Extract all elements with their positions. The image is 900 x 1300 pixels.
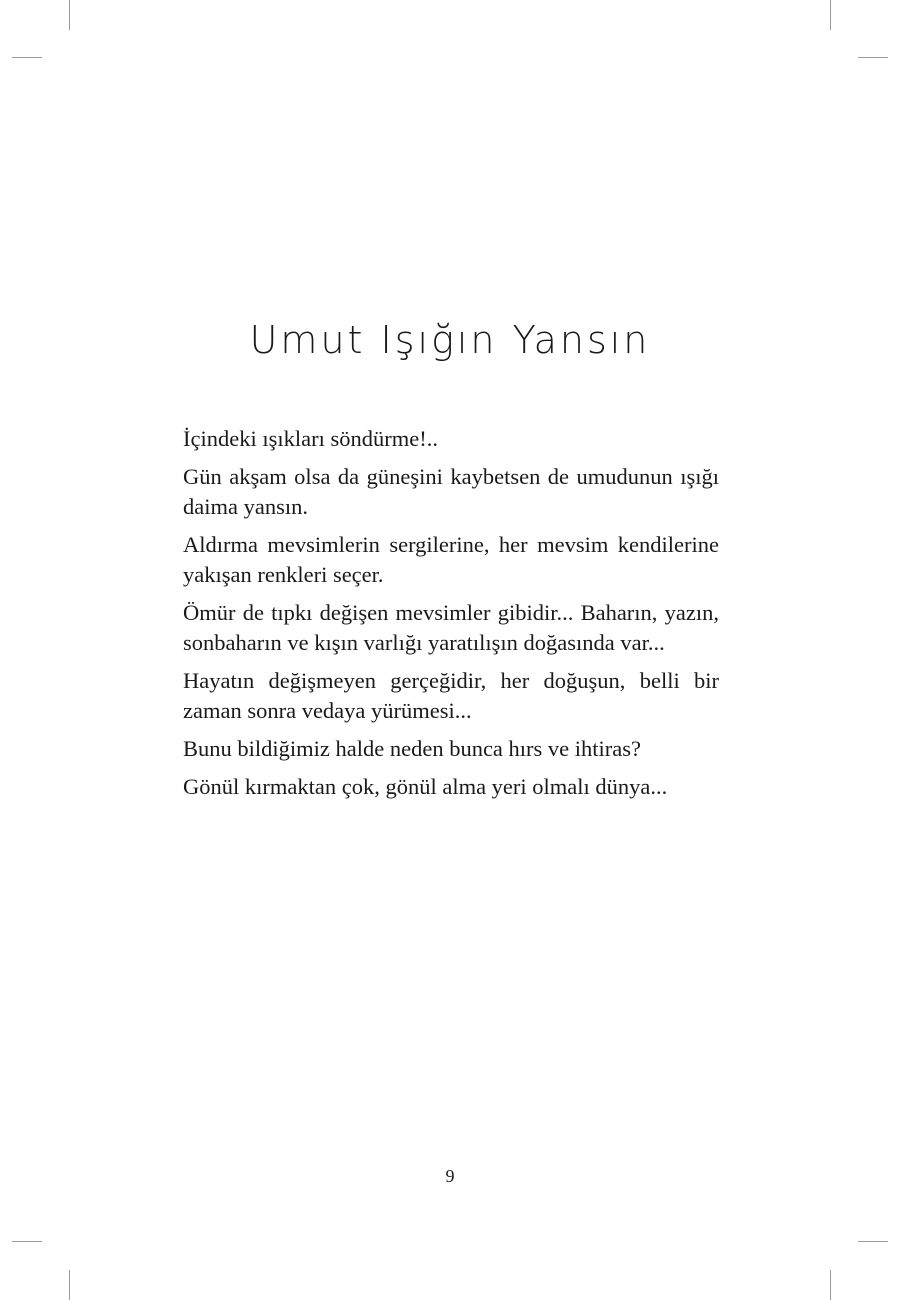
paragraph: Aldırma mevsimlerin sergilerine, her mevsim kendilerine yakışan renkleri seçer. [183, 532, 719, 587]
paragraph: Gönül kırmaktan çok, gönül alma yeri olmalı dünya... [183, 774, 668, 799]
crop-mark-bottom-left-horizontal [12, 1241, 42, 1242]
paragraph: İçindeki ışıkları söndürme!.. [183, 426, 438, 451]
crop-mark-top-left-horizontal [12, 57, 42, 58]
page-title: Umut Işığın Yansın [249, 318, 651, 362]
crop-mark-bottom-right-vertical [830, 1270, 831, 1300]
crop-mark-bottom-left-vertical [69, 1270, 70, 1300]
paragraph: Ömür de tıpkı değişen mevsimler gibidir... Baharın, yazın, sonbaharın ve kışın varlığı yaratılışın doğasında var... [183, 600, 719, 655]
crop-mark-bottom-right-horizontal [858, 1241, 888, 1242]
crop-mark-top-left-vertical [69, 0, 70, 30]
crop-mark-top-right-horizontal [858, 57, 888, 58]
body-text [183, 424, 719, 810]
page-number: 9 [445, 1166, 455, 1186]
crop-mark-top-right-vertical [830, 0, 831, 30]
paragraph: Bunu bildiğimiz halde neden bunca hırs ve ihtiras? [183, 736, 642, 761]
paragraph: Gün akşam olsa da güneşini kaybetsen de umudunun ışığı daima yansın. [183, 464, 719, 519]
paragraph: Hayatın değişmeyen gerçeğidir, her doğuşun, belli bir zaman sonra vedaya yürümesi... [183, 668, 719, 723]
